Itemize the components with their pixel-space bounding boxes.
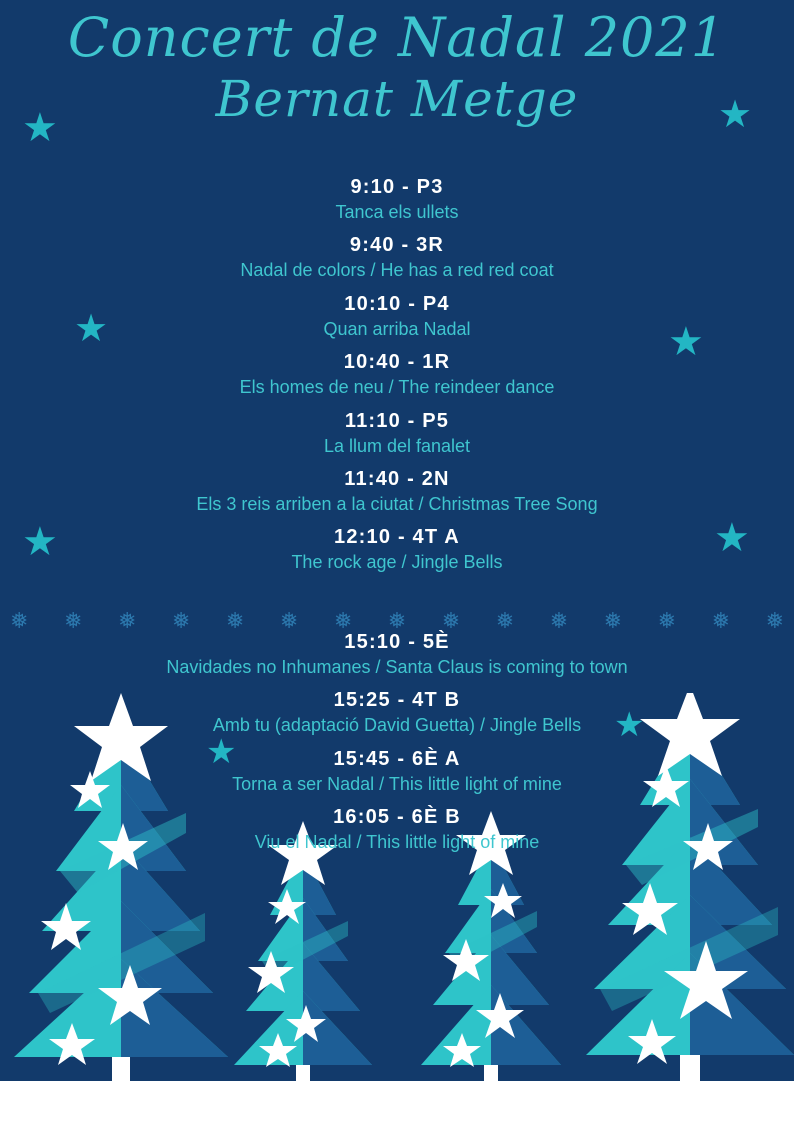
entry-songs: Quan arriba Nadal [323, 318, 471, 339]
snow-ground [0, 1081, 794, 1123]
entry-time: 15:10 - 5È [344, 630, 450, 653]
entry-time: 12:10 - 4T A [334, 526, 460, 549]
entry-time: 10:10 - P4 [344, 292, 450, 315]
snowflake-icon: ❅ [63, 608, 83, 633]
snowflake-icon: ❅ [225, 608, 245, 633]
entry-time: 9:10 - P3 [350, 176, 444, 198]
program-entry [0, 630, 794, 679]
decorative-star-icon: ★ [22, 106, 58, 150]
program-entry [0, 688, 794, 737]
snowflake-icon: ❅ [657, 608, 677, 633]
entry-time: 16:05 - 6È B [333, 805, 461, 828]
entry-time: 15:25 - 4T B [333, 689, 461, 712]
entry-songs: Nadal de colors / He has a red red coat [240, 260, 554, 281]
program-entry [0, 409, 794, 458]
decorative-star-icon: ★ [22, 520, 58, 564]
program-list [0, 175, 794, 863]
title-line-1: Concert de Nadal 2021 [67, 6, 727, 69]
program-entry [0, 350, 794, 399]
snowflake-icon: ❅ [603, 608, 623, 633]
snowflake-icon: ❅ [765, 608, 784, 633]
snowflake-icon: ❅ [495, 608, 515, 633]
decorative-star-icon: ★ [668, 320, 704, 364]
program-entry [0, 233, 794, 282]
entry-songs: Els homes de neu / The reindeer dance [239, 377, 555, 398]
entry-time: 15:45 - 6È A [333, 747, 461, 770]
snowflake-divider-space [0, 584, 794, 633]
program-entry [0, 805, 794, 854]
decorative-star-icon: ★ [714, 516, 750, 560]
program-entry [0, 525, 794, 574]
snowflake-icon: ❅ [441, 608, 461, 633]
snowflake-icon: ❅ [711, 608, 731, 633]
entry-songs: Navidades no Inhumanes / Santa Claus is coming to town [166, 656, 628, 677]
poster-title [0, 6, 794, 128]
decorative-star-icon: ★ [614, 706, 645, 744]
entry-time: 11:10 - P5 [344, 409, 450, 432]
snowflake-icon: ❅ [333, 608, 353, 633]
entry-songs: Torna a ser Nadal / This little light of mine [232, 773, 562, 794]
title-line-2: Bernat Metge [215, 69, 579, 128]
entry-songs: Amb tu (adaptació David Guetta) / Jingle Bells [212, 715, 582, 736]
entry-songs: Tanca els ullets [335, 202, 459, 222]
program-entry [0, 292, 794, 341]
entry-songs: La llum del fanalet [323, 435, 471, 456]
snowflake-icon: ❅ [387, 608, 407, 633]
entry-time: 10:40 - 1R [343, 351, 451, 374]
program-entry [0, 747, 794, 796]
decorative-star-icon: ★ [74, 308, 109, 350]
snowflake-icon: ❅ [279, 608, 299, 633]
program-entry [0, 467, 794, 516]
decorative-star-icon: ★ [718, 94, 753, 136]
entry-time: 11:40 - 2N [344, 467, 450, 490]
program-entry [0, 175, 794, 224]
entry-songs: Els 3 reis arriben a la ciutat / Christmas Tree Song [196, 493, 598, 514]
entry-time: 9:40 - 3R [349, 234, 445, 257]
snowflake-icon: ❅ [171, 608, 191, 633]
entry-songs: The rock age / Jingle Bells [291, 552, 503, 573]
decorative-star-icon: ★ [206, 733, 237, 771]
snowflake-icon: ❅ [549, 608, 569, 633]
snowflake-icon: ❅ [117, 608, 137, 633]
snowflake-icon: ❅ [10, 608, 29, 633]
entry-songs: Viu el Nadal / This little light of mine [254, 831, 540, 852]
